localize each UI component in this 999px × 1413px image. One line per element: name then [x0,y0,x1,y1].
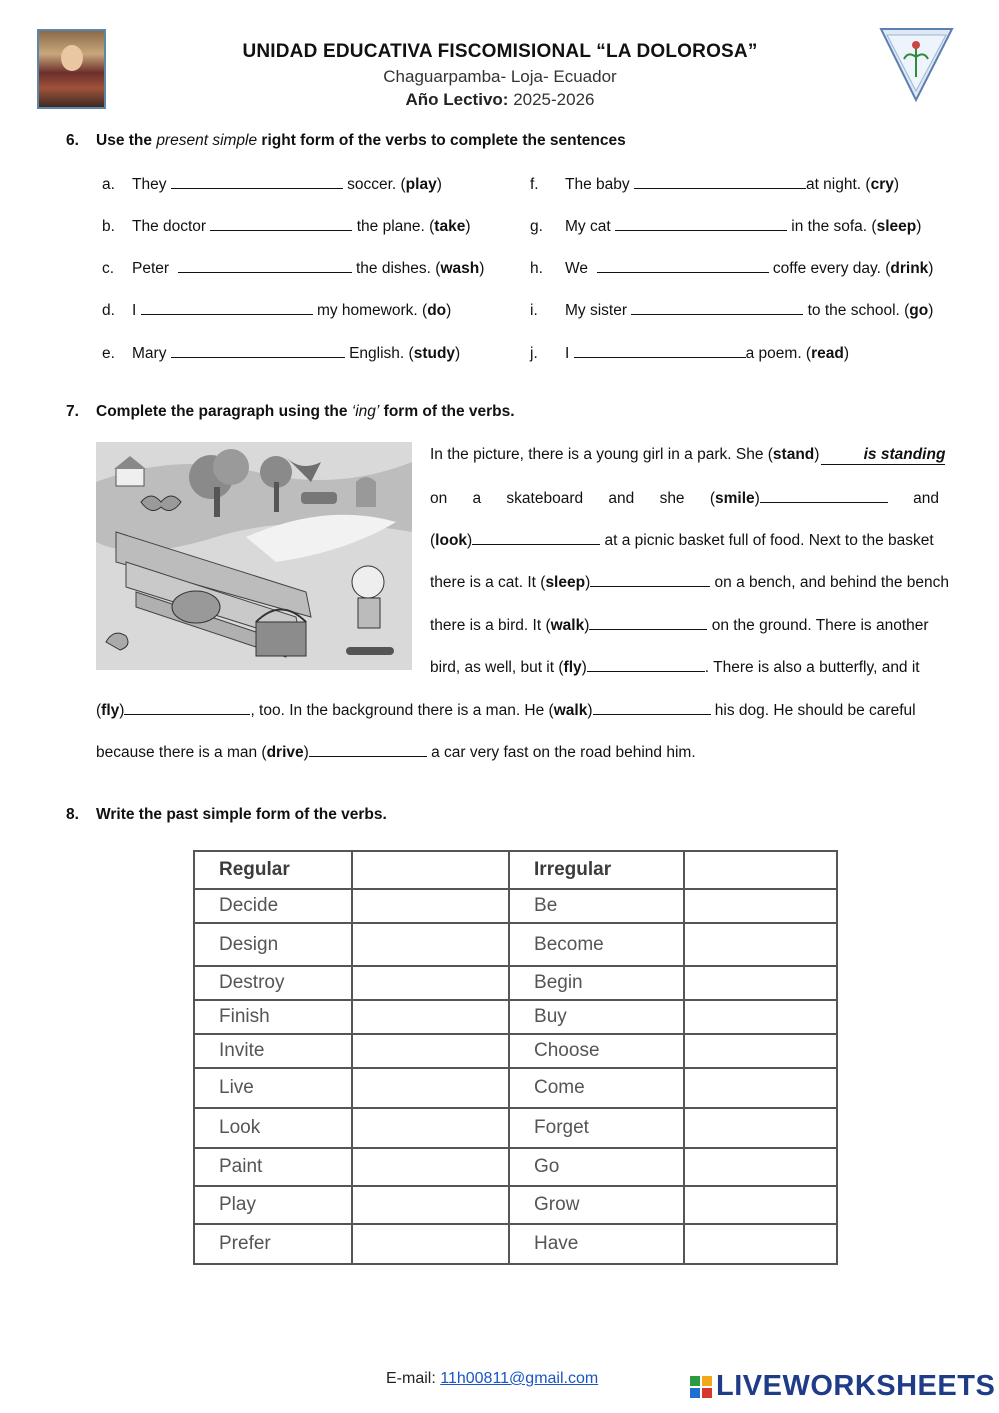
q6-item-e: e. Mary English. (study) [102,345,461,362]
q7-line-7: (fly) , too. In the background there is a man. He (walk) his dog. He should be careful [96,702,916,719]
answer-blank[interactable] [634,174,806,189]
answer-cell[interactable] [352,1186,509,1224]
regular-verb: Live [194,1068,352,1108]
irregular-verb: Grow [509,1186,684,1224]
irregular-verb: Have [509,1224,684,1264]
answer-blank[interactable] [589,615,707,630]
answer-cell[interactable] [352,1034,509,1068]
table-row [194,1000,837,1034]
answer-cell[interactable] [684,1186,837,1224]
q7-title: Complete the paragraph using the ‘ing’ form of the verbs. [96,403,515,420]
q6-title: Use the present simple right form of the verbs to complete the sentences [96,132,626,149]
email-link[interactable]: 11h00811@gmail.com [440,1370,599,1387]
irregular-verb: Become [509,923,684,966]
table-header-row [194,851,837,889]
answer-blank[interactable] [593,700,711,715]
answer-blank[interactable] [178,258,352,273]
answer-blank[interactable] [760,488,888,503]
q7-line-8: because there is a man (drive) a car very fast on the road behind him. [96,744,696,761]
q7-line-6: bird, as well, but it (fly) . There is also a butterfly, and it [430,659,920,676]
q8-title: Write the past simple form of the verbs. [96,806,387,823]
regular-verb: Play [194,1186,352,1224]
park-scene-illustration [96,442,412,670]
answer-blank[interactable] [587,657,705,672]
answer-cell[interactable] [684,1224,837,1264]
table-row [194,1148,837,1186]
school-saint-image [37,29,106,109]
q7-number: 7. [66,403,79,420]
answer-blank[interactable] [141,300,313,315]
q6-item-j: j. I a poem. (read) [530,345,850,362]
q7-line-4: there is a cat. It (sleep) on a bench, and behind the bench [430,574,949,591]
answer-cell[interactable] [684,1068,837,1108]
school-name: UNIDAD EDUCATIVA FISCOMISIONAL “LA DOLOROSA” [242,41,758,62]
q6-item-d: d. I my homework. (do) [102,302,452,319]
header-irregular: Irregular [509,851,684,889]
regular-verb: Destroy [194,966,352,1000]
regular-verb: Paint [194,1148,352,1186]
regular-verb: Look [194,1108,352,1148]
answer-cell[interactable] [684,1034,837,1068]
table-row [194,1034,837,1068]
q6-number: 6. [66,132,79,149]
answer-cell[interactable] [684,1108,837,1148]
answer-blank[interactable] [590,572,710,587]
regular-verb: Design [194,923,352,966]
irregular-verb: Begin [509,966,684,1000]
header-regular: Regular [194,851,352,889]
answer-blank[interactable] [615,216,787,231]
q6-item-g: g. My cat in the sofa. (sleep) [530,218,922,235]
past-simple-table [193,850,838,1265]
answer-cell[interactable] [684,923,837,966]
regular-verb: Prefer [194,1224,352,1264]
q6-item-f: f. The baby at night. (cry) [530,176,900,193]
table-row [194,923,837,966]
irregular-verb: Choose [509,1034,684,1068]
answer-cell[interactable] [352,966,509,1000]
regular-verb: Finish [194,1000,352,1034]
liveworksheets-brand: LIVEWORKSHEETS [690,1370,995,1403]
q6-item-h: h. We coffe every day. (drink) [530,260,934,277]
q7-line-3: (look) at a picnic basket full of food. Next to the basket [430,532,934,549]
q6-item-i: i. My sister to the school. (go) [530,302,934,319]
school-year: Año Lectivo: 2025-2026 [405,90,595,109]
footer-email: E-mail: 11h00811@gmail.com [386,1370,599,1387]
answer-blank[interactable] [597,258,769,273]
liveworksheets-logo-icon [690,1376,712,1398]
answer-blank[interactable]: is standing [821,446,945,465]
q7-line-2: on a skateboard and she (smile) and [430,490,939,507]
answer-cell[interactable] [684,966,837,1000]
q6-item-b: b. The doctor the plane. (take) [102,218,471,235]
table-row [194,966,837,1000]
answer-blank[interactable] [631,300,803,315]
answer-blank[interactable] [574,343,746,358]
regular-verb: Invite [194,1034,352,1068]
answer-cell[interactable] [352,1000,509,1034]
answer-cell[interactable] [352,1108,509,1148]
irregular-verb: Forget [509,1108,684,1148]
answer-blank[interactable] [210,216,352,231]
answer-cell[interactable] [352,1224,509,1264]
answer-cell[interactable] [352,1148,509,1186]
irregular-verb: Buy [509,1000,684,1034]
irregular-verb: Be [509,889,684,923]
q8-number: 8. [66,806,79,823]
answer-blank[interactable] [124,700,250,715]
answer-cell[interactable] [684,1148,837,1186]
table-row [194,1108,837,1148]
school-shield-logo [879,27,954,102]
table-row [194,1224,837,1264]
answer-blank[interactable] [171,174,343,189]
table-row [194,1068,837,1108]
answer-blank[interactable] [171,343,345,358]
answer-cell[interactable] [684,1000,837,1034]
irregular-verb: Come [509,1068,684,1108]
answer-blank[interactable] [309,742,427,757]
table-row [194,1186,837,1224]
answer-cell[interactable] [352,1068,509,1108]
table-row [194,889,837,923]
answer-cell[interactable] [352,923,509,966]
q7-line-5: there is a bird. It (walk) on the ground. There is another [430,617,929,634]
answer-blank[interactable] [472,530,600,545]
q6-item-a: a. They soccer. (play) [102,176,442,193]
regular-verb: Decide [194,889,352,923]
answer-cell[interactable] [684,889,837,923]
answer-cell[interactable] [352,851,509,889]
school-location: Chaguarpamba- Loja- Ecuador [383,67,617,86]
q6-item-c: c. Peter the dishes. (wash) [102,260,485,277]
q7-line-1: In the picture, there is a young girl in a park. She (stand) is standing [430,446,946,463]
answer-cell[interactable] [684,851,837,889]
answer-cell[interactable] [352,889,509,923]
irregular-verb: Go [509,1148,684,1186]
